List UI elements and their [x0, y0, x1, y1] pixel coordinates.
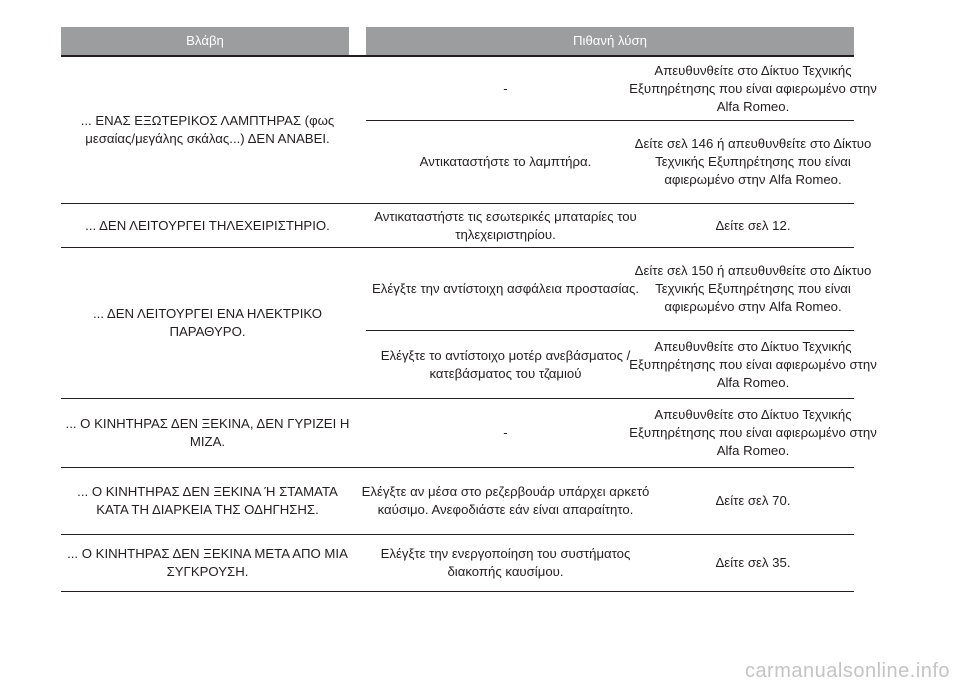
table-row-fault: ... ΕΝΑΣ ΕΞΩΤΕΡΙΚΟΣ ΛΑΜΠΤΗΡΑΣ (φως μεσαίας/μεγάλης σκάλας...) ΔΕΝ ΑΝΑΒΕΙ.: [80, 113, 335, 146]
solution-action: Ελέγξτε αν μέσα στο ρεζερβουάρ υπάρχει αρκετό καύσιμο. Ανεφοδιάστε εάν είναι απαραίτητο.: [361, 484, 650, 517]
column-header-fault-label: Βλάβη: [186, 33, 224, 48]
solution-action: -: [503, 80, 508, 96]
solution-reference: Απευθυνθείτε στο Δίκτυο Τεχνικής Εξυπηρέτησης που είναι αφιερωμένο στην Alfa Romeo.: [629, 407, 877, 458]
column-header-solution: [366, 27, 854, 55]
table-row-fault: ... Ο ΚΙΝΗΤΗΡΑΣ ΔΕΝ ΞΕΚΙΝΑ, ΔΕΝ ΓΥΡΙΖΕΙ Η ΜΙΖΑ.: [65, 416, 350, 449]
table-row-fault: ... Ο ΚΙΝΗΤΗΡΑΣ ΔΕΝ ΞΕΚΙΝΑ Ή ΣΤΑΜΑΤΑ ΚΑΤΑ ΤΗ ΔΙΑΡΚΕΙΑ ΤΗΣ ΟΔΗΓΗΣΗΣ.: [77, 484, 338, 517]
column-header-fault: [61, 27, 349, 55]
row-rule: [61, 591, 854, 592]
solution-reference: Δείτε σελ 12.: [715, 217, 791, 233]
solution-reference: Δείτε σελ 146 ή απευθυνθείτε στο Δίκτυο Τεχνικής Εξυπηρέτησης που είναι αφιερωμένο στην Alfa Romeo.: [634, 136, 872, 187]
solution-reference: Δείτε σελ 150 ή απευθυνθείτε στο Δίκτυο Τεχνικής Εξυπηρέτησης που είναι αφιερωμένο στην Alfa Romeo.: [634, 263, 872, 314]
solution-action: -: [503, 425, 508, 440]
table-row-fault: ... ΔΕΝ ΛΕΙΤΟΥΡΓΕΙ ΤΗΛΕΧΕΙΡΙΣΤΗΡΙΟ.: [85, 217, 330, 233]
solution-reference: Απευθυνθείτε στο Δίκτυο Τεχνικής Εξυπηρέτησης που είναι αφιερωμένο στην Alfa Romeo.: [629, 338, 877, 390]
solution-action: Αντικαταστήστε τις εσωτερικές μπαταρίες του τηλεχειριστηρίου.: [374, 208, 637, 242]
solution-reference: Δείτε σελ 70.: [715, 493, 791, 508]
table-row-fault: ... ΔΕΝ ΛΕΙΤΟΥΡΓΕΙ ΕΝΑ ΗΛΕΚΤΡΙΚΟ ΠΑΡΑΘΥΡΟ.: [92, 306, 323, 339]
solution-action: Αντικαταστήστε το λαμπτήρα.: [419, 154, 592, 169]
solution-action: Ελέγξτε το αντίστοιχο μοτέρ ανεβάσματος / κατεβάσματος του τζαμιού: [380, 347, 631, 381]
solution-reference: Δείτε σελ 35.: [715, 555, 791, 570]
solution-reference: Απευθυνθείτε στο Δίκτυο Τεχνικής Εξυπηρέτησης που είναι αφιερωμένο στην Alfa Romeo.: [629, 62, 877, 114]
table-row-fault: ... Ο ΚΙΝΗΤΗΡΑΣ ΔΕΝ ΞΕΚΙΝΑ ΜΕΤΑ ΑΠΟ ΜΙΑ ΣΥΓΚΡΟΥΣΗ.: [67, 546, 348, 579]
solution-action: Ελέγξτε την αντίστοιχη ασφάλεια προστασίας.: [371, 281, 640, 296]
column-header-solution-label: Πιθανή λύση: [573, 33, 647, 48]
watermark: carmanualsonline.info: [744, 660, 950, 682]
solution-action: Ελέγξτε την ενεργοποίηση του συστήματος διακοπής καυσίμου.: [380, 546, 631, 579]
